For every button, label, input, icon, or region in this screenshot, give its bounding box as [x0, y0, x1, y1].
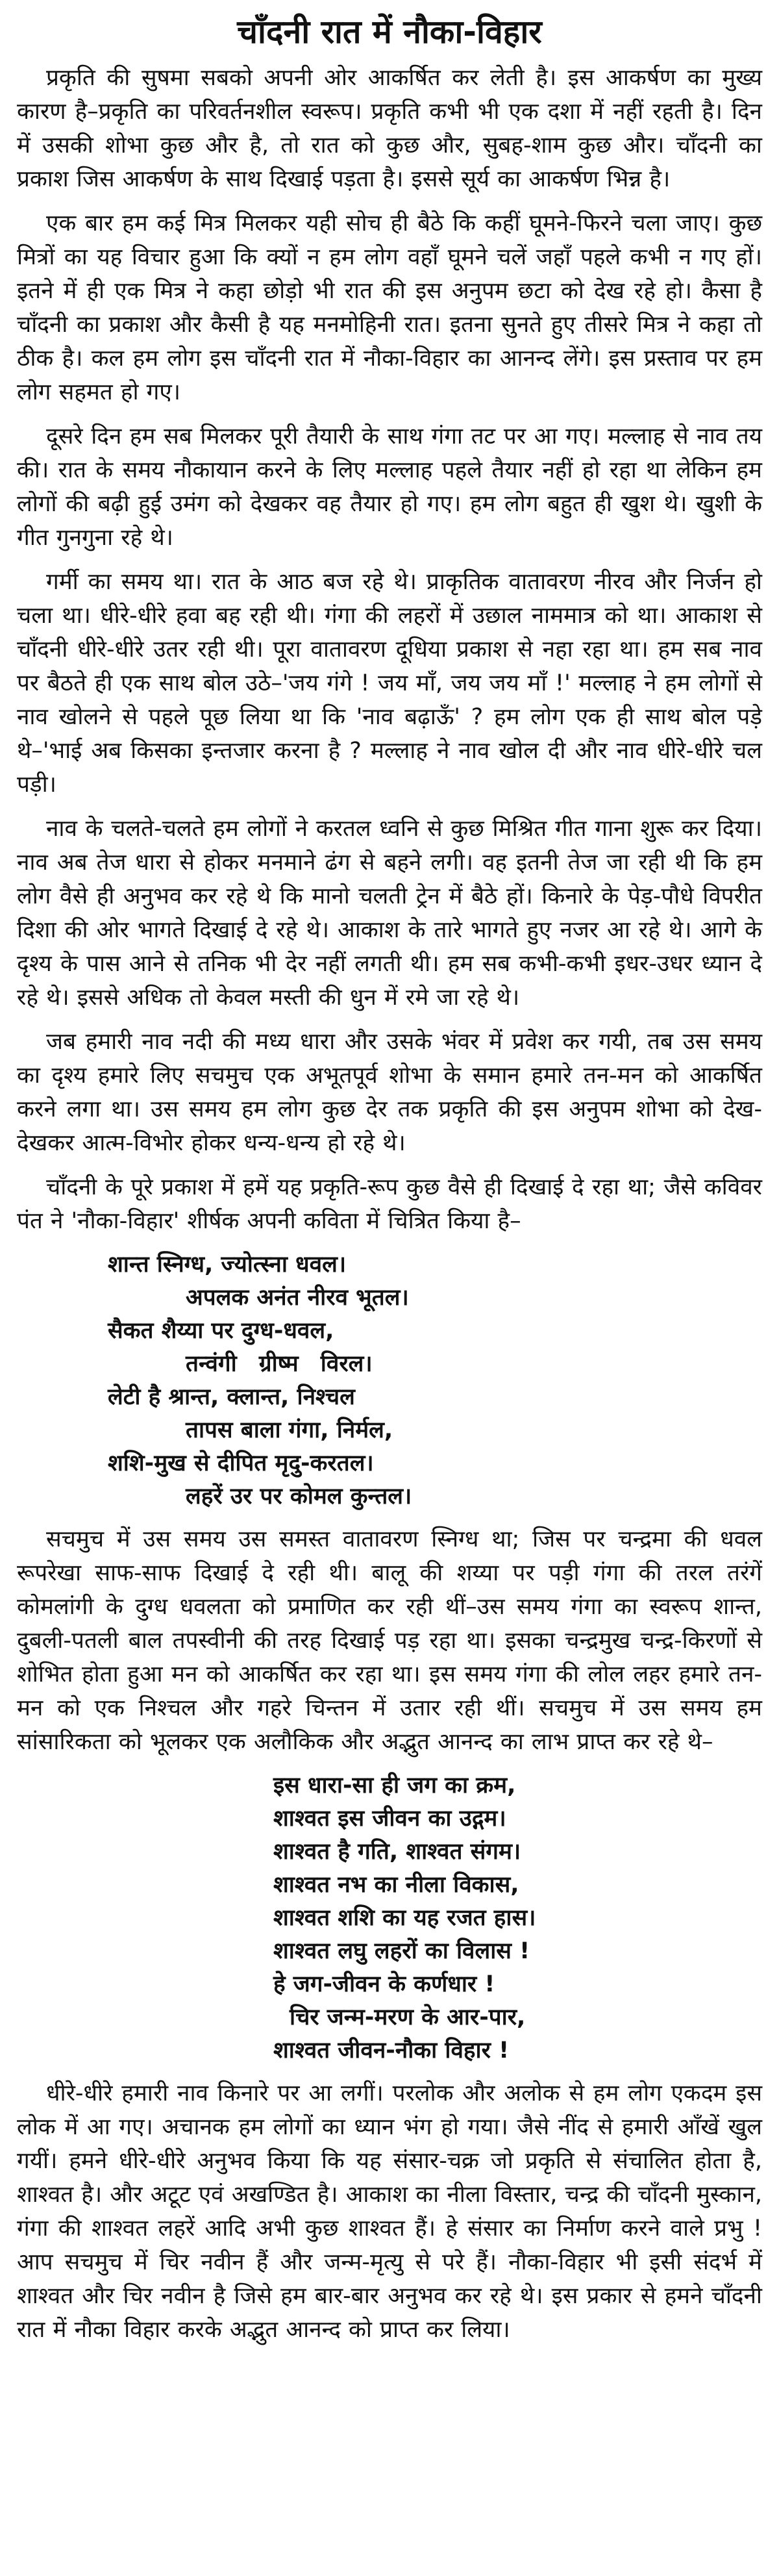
paragraph-conclusion: धीरे-धीरे हमारी नाव किनारे पर आ लगीं। परलोक और अलोक से हम लोग एकदम इस लोक में आ गए। अचानक हम लोगों का ध्यान भंग हो गया। जैसे नींद से हमारी आँखें खुल गयीं। हमने धीरे-धीरे अनुभव किया कि यह संसार-चक्र जो प्रकृति से संचालित होता है, शाश्वत है। और अटूट एवं अखण्डित है। आकाश का नीला विस्तार, चन्द्र की चाँदनी मुस्कान, गंगा की शाश्वत लहरें आदि अभी कुछ शाश्वत हैं। हे संसार का निर्माण करने वाले प्रभु ! आप सचमुच में चिर नवीन हैं और जन्म-मृत्यु से परे हैं। नौका-विहार भी इसी संदर्भ में शाश्वत और चिर नवीन है जिसे हम बार-बार अनुभव कर रहे थे। इस प्रकार से हमने चाँदनी रात में नौका विहार करके अद्भुत आनन्द को प्राप्त कर लिया।: [17, 2080, 762, 2343]
paragraph-friends-plan: एक बार हम कई मित्र मिलकर यही सोच ही बैठे कि कहीं घूमने-फिरने चला जाए। कुछ मित्रों का यह विचार हुआ कि क्यों न हम लोग वहाँ घूमने चलें जहाँ पहले कभी न गए हों। इतने में ही एक मित्र ने कहा छोड़ो भी रात की इस अनुपम छटा को देख रहे हो। कैसा है चाँदनी का प्रकाश और कैसी है यह मनमोहिनी रात। इतना सुनते हुए तीसरे मित्र ने कहा तो ठीक है। कल हम लोग इस चाँदनी रात में नौका-विहार का आनन्द लेंगे। इस प्रस्ताव पर हम लोग सहमत हो गए।: [17, 210, 762, 405]
essay-title: चाँदनी रात में नौका-विहार: [237, 13, 542, 51]
poem-line: शाश्वत नभ का नीला विकास,: [273, 1872, 519, 1898]
poem-line: शशि-मुख से दीपित मृदु-करतल।: [108, 1450, 374, 1476]
poem-line: लेटी है श्रान्त, क्लान्त, निश्चल: [108, 1384, 355, 1410]
poem-line: तन्वंगी ग्रीष्म विरल।: [186, 1351, 373, 1377]
paragraph-pant-intro: चाँदनी के पूरे प्रकाश में हमें यह प्रकृति-रूप कुछ वैसे ही दिखाई दे रहा था; जैसे कविवर पंत ने 'नौका-विहार' शीर्षक अपनी कविता में चित्रित किया है–: [17, 1174, 762, 1234]
poem-line: चिर जन्म-मरण के आर-पार,: [290, 2004, 526, 2030]
poem-stanza-two: [17, 1769, 762, 2067]
poem-line: लहरें उर पर कोमल कुन्तल।: [186, 1484, 412, 1509]
paragraph-mid-stream: जब हमारी नाव नदी की मध्य धारा और उसके भंवर में प्रवेश कर गयी, तब उस समय का दृश्य हमारे लिए सचमुच एक अभूतपूर्व शोभा के समान हमारे तन-मन को आकर्षित करने लगा था। उस समय हम लोग कुछ देर तक प्रकृति की इस अनुपम शोभा को देख-देखकर आत्म-विभोर होकर धन्य-धन्य हो रहे थे।: [17, 1029, 762, 1156]
paragraph-serene-ganga: सचमुच में उस समय उस समस्त वातावरण स्निग्ध था; जिस पर चन्द्रमा की धवल रूपरेखा साफ-साफ दिखाई दे रही थी। बालू की शय्या पर पड़ी गंगा की तरल तरंगें कोमलांगी के दुग्ध धवलता को प्रमाणित कर रही थीं–उस समय गंगा का स्वरूप शान्त, दुबली-पतली बाल तपस्वीनी की तरह दिखाई पड़ रहा था। इसका चन्द्रमुख चन्द्र-किरणों से शोभित होता हुआ मन को आकर्षित कर रहा था। इस समय गंगा की लोल लहर हमारे तन-मन को एक निश्चल और गहरे चिन्तन में उतार रही थीं। सचमुच में उस समय हम सांसारिकता को भूलकर एक अलौकिक और अद्भुत आनन्द का लाभ प्राप्त कर रहे थे–: [17, 1526, 762, 1755]
poem-line: शाश्वत जीवन-नौका विहार !: [273, 2038, 510, 2064]
poem-line: शाश्वत इस जीवन का उद्गम।: [273, 1806, 506, 1832]
poem-line: शान्त स्निग्ध, ज्योत्स्ना धवल।: [108, 1252, 347, 1278]
paragraph-next-day: दूसरे दिन हम सब मिलकर पूरी तैयारी के साथ गंगा तट पर आ गए। मल्लाह से नाव तय की। रात के समय नौकायान करने के लिए मल्लाह पहले तैयार नहीं हो रहा था लेकिन हम लोगों की बढ़ी हुई उमंग को देखकर वह तैयार हो गए। हम लोग बहुत ही खुश थे। खुशी के गीत गुनगुना रहे थे।: [17, 423, 762, 551]
poem-line: शाश्वत लघु लहरों का विलास !: [273, 1938, 530, 1964]
poem-line: इस धारा-सा ही जग का क्रम,: [273, 1773, 516, 1799]
paragraph-summer-night: गर्मी का समय था। रात के आठ बज रहे थे। प्राकृतिक वातावरण नीरव और निर्जन हो चला था। धीरे-धीरे हवा बह रही थी। गंगा की लहरों में उछाल नाममात्र को था। आकाश से चाँदनी धीरे-धीरे उतर रही थी। पूरा वातावरण दूधिया प्रकाश से नहा रहा था। हम सब नाव पर बैठते ही एक साथ बोल उठे–'जय गंगे ! जय माँ, जय जय माँ !' मल्लाह ने हम लोगों से नाव खोलने से पहले पूछ लिया था कि 'नाव बढ़ाऊँ' ? हम लोग एक ही साथ बोल पड़े थे–'भाई अब किसका इन्तजार करना है ? मल्लाह ने नाव खोल दी और नाव धीरे-धीरे चल पड़ी।: [17, 569, 762, 798]
poem-line: सैकत शैय्या पर दुग्ध-धवल,: [108, 1318, 334, 1344]
poem-line: शाश्वत शशि का यह रजत हास।: [273, 1905, 536, 1931]
poem-line: हे जग-जीवन के कर्णधार !: [273, 1971, 495, 1997]
poem-line: अपलक अनंत नीरव भूतल।: [186, 1285, 409, 1311]
poem-stanza-one: [17, 1248, 762, 1513]
poem-line: शाश्वत है गति, शाश्वत संगम।: [273, 1839, 521, 1865]
poem-line: तापस बाला गंगा, निर्मल,: [186, 1417, 393, 1443]
paragraph-intro: प्रकृति की सुषमा सबको अपनी ओर आकर्षित कर लेती है। इस आकर्षण का मुख्य कारण है–प्रकृति का परिवर्तनशील स्वरूप। प्रकृति कभी भी एक दशा में नहीं रहती है। दिन में उसकी शोभा कुछ और है, तो रात को कुछ और, सुबह-शाम कुछ और। चाँदनी का प्रकाश जिस आकर्षण के साथ दिखाई पड़ता है। इससे सूर्य का आकर्षण भिन्न है।: [17, 65, 762, 192]
paragraph-boat-moving: नाव के चलते-चलते हम लोगों ने करतल ध्वनि से कुछ मिश्रित गीत गाना शुरू कर दिया। नाव अब तेज धारा से होकर मनमाने ढंग से बहने लगी। वह इतनी तेज जा रही थी कि हम लोग वैसे ही अनुभव कर रहे थे कि मानो चलती ट्रेन में बैठे हों। किनारे के पेड़-पौधे विपरीत दिशा की ओर भागते दिखाई दे रहे थे। आकाश के तारे भागते हुए नजर आ रहे थे। आगे के दृश्य के पास आने से तनिक भी देर नहीं लगती थी। हम सब कभी-कभी इधर-उधर ध्यान दे रहे थे। इससे अधिक तो केवल मस्ती की धुन में रमे जा रहे थे।: [17, 816, 762, 1011]
